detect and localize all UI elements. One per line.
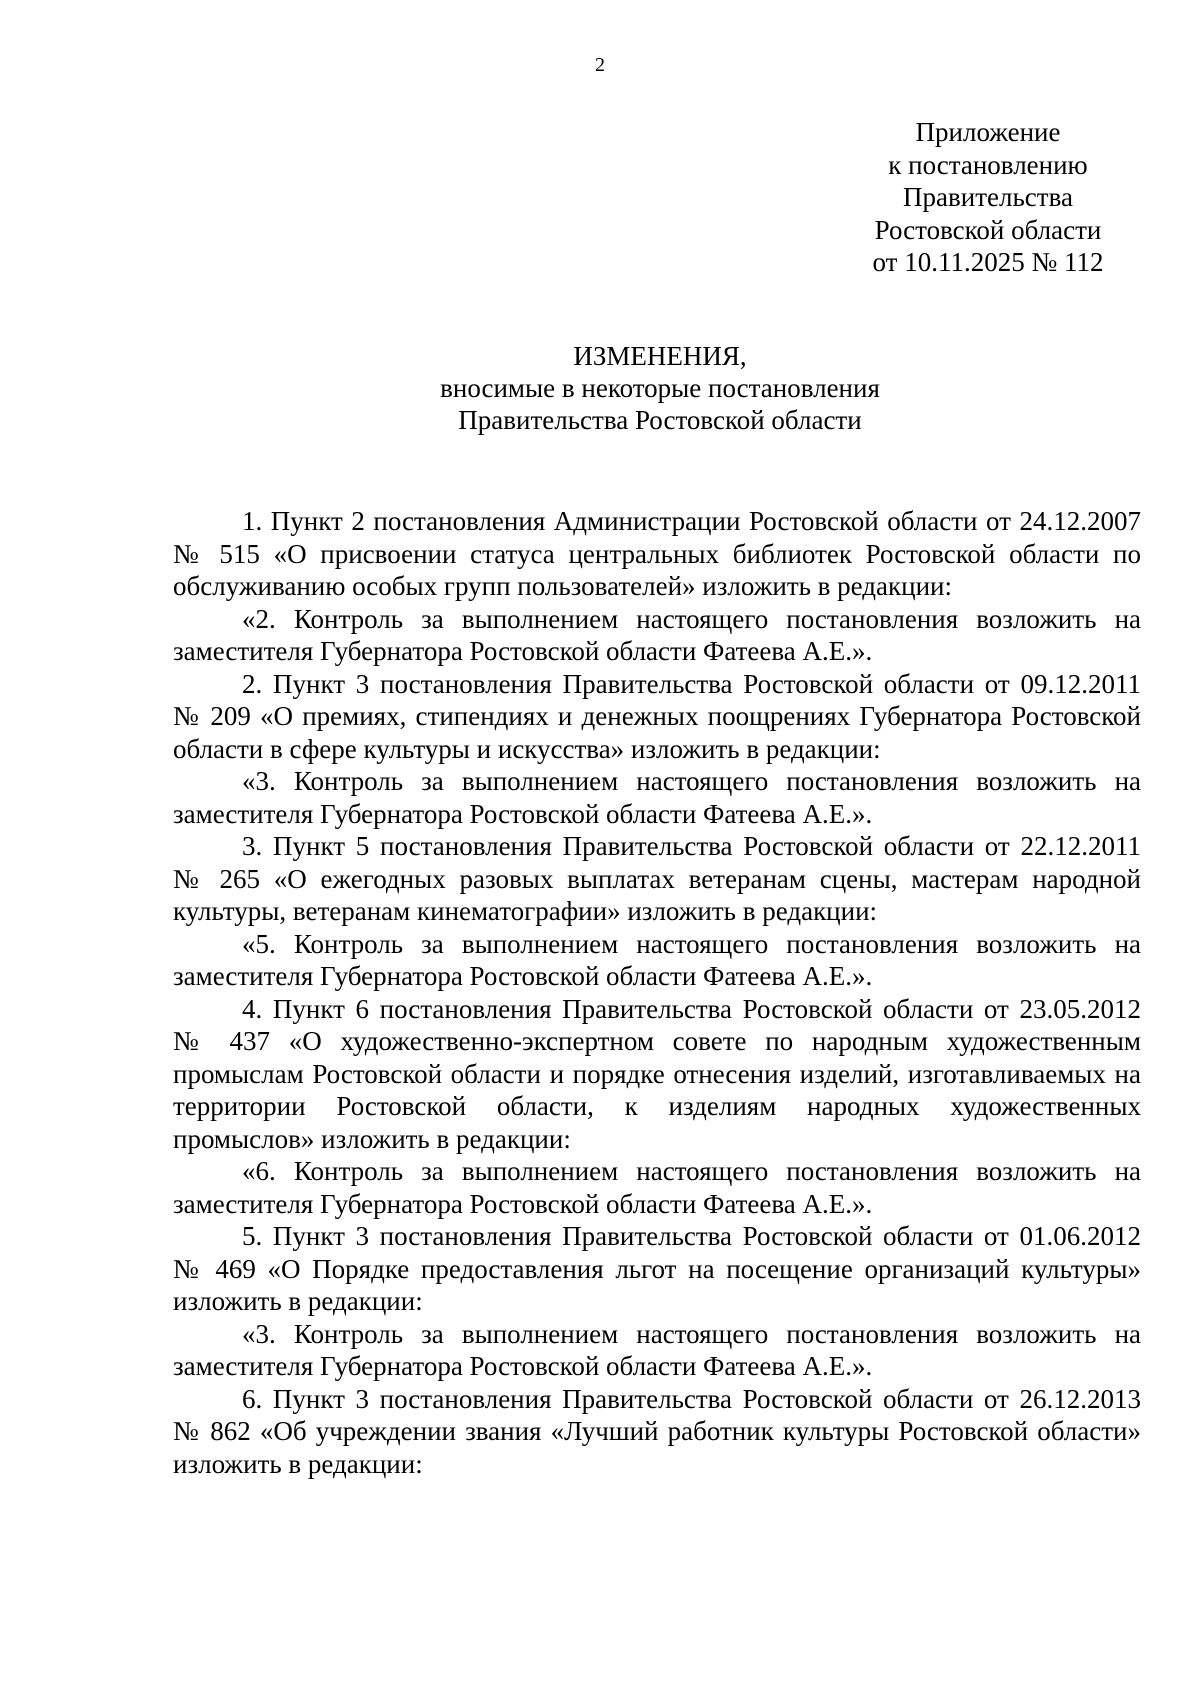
appendix-line: Приложение	[915, 117, 1061, 147]
paragraph: «3. Контроль за выполнением настоящего постановления возложить на заместителя Губернатора Ростовской области Фатеева А.Е.».	[173, 1318, 1141, 1381]
appendix-line: Правительства	[903, 182, 1073, 212]
paragraph: «3. Контроль за выполнением настоящего постановления возложить на заместителя Губернатора Ростовской области Фатеева А.Е.».	[173, 766, 1141, 829]
document-title	[0, 340, 1200, 436]
paragraph: 5. Пункт 3 постановления Правительства Ростовской области от 01.06.2012 № 469 «О Порядке предоставления льгот на посещение организаций культуры» изложить в редакции:	[173, 1221, 1141, 1316]
title-heading: ИЗМЕНЕНИЯ,	[573, 341, 747, 371]
appendix-line: от 10.11.2025 № 112	[872, 247, 1104, 277]
document-body	[173, 505, 1141, 1480]
paragraph: 1. Пункт 2 постановления Администрации Ростовской области от 24.12.2007 № 515 «О присвоении статуса центральных библиотек Ростовской области по обслуживанию особых групп пользователей» изложить в редакции:	[173, 506, 1141, 601]
paragraph: 2. Пункт 3 постановления Правительства Ростовской области от 09.12.2011 № 209 «О премиях, стипендиях и денежных поощрениях Губернатора Ростовской области в сфере культуры и искусства» изложить в редакции:	[173, 668, 1141, 764]
appendix-line: к постановлению	[888, 149, 1088, 180]
paragraph: «6. Контроль за выполнением настоящего постановления возложить на заместителя Губернатора Ростовской области Фатеева А.Е.».	[173, 1156, 1141, 1219]
title-subline: вносимые в некоторые постановления	[440, 373, 880, 403]
appendix-block	[838, 116, 1138, 279]
title-subline: Правительства Ростовской области	[458, 405, 862, 435]
paragraph: 3. Пункт 5 постановления Правительства Ростовской области от 22.12.2011 № 265 «О ежегодных разовых выплатах ветеранам сцены, мастерам народной культуры, ветеранам кинематографии» изложить в редакции:	[173, 831, 1141, 926]
appendix-line: Ростовской области	[874, 214, 1102, 245]
page-number: 2	[595, 54, 605, 76]
paragraph: 4. Пункт 6 постановления Правительства Ростовской области от 23.05.2012 № 437 «О художественно-экспертном совете по народным художественным промыслам Ростовской области и порядке отнесения изделий, изготавливаемых на территории Ростовской области, к изделиям народных художественных промыслов» изложить в редакции:	[173, 993, 1141, 1154]
paragraph: «5. Контроль за выполнением настоящего постановления возложить на заместителя Губернатора Ростовской области Фатеева А.Е.».	[173, 928, 1141, 991]
paragraph: 6. Пункт 3 постановления Правительства Ростовской области от 26.12.2013 № 862 «Об учреждении звания «Лучший работник культуры Ростовской области» изложить в редакции:	[173, 1383, 1141, 1479]
paragraph: «2. Контроль за выполнением настоящего постановления возложить на заместителя Губернатора Ростовской области Фатеева А.Е.».	[173, 603, 1141, 666]
